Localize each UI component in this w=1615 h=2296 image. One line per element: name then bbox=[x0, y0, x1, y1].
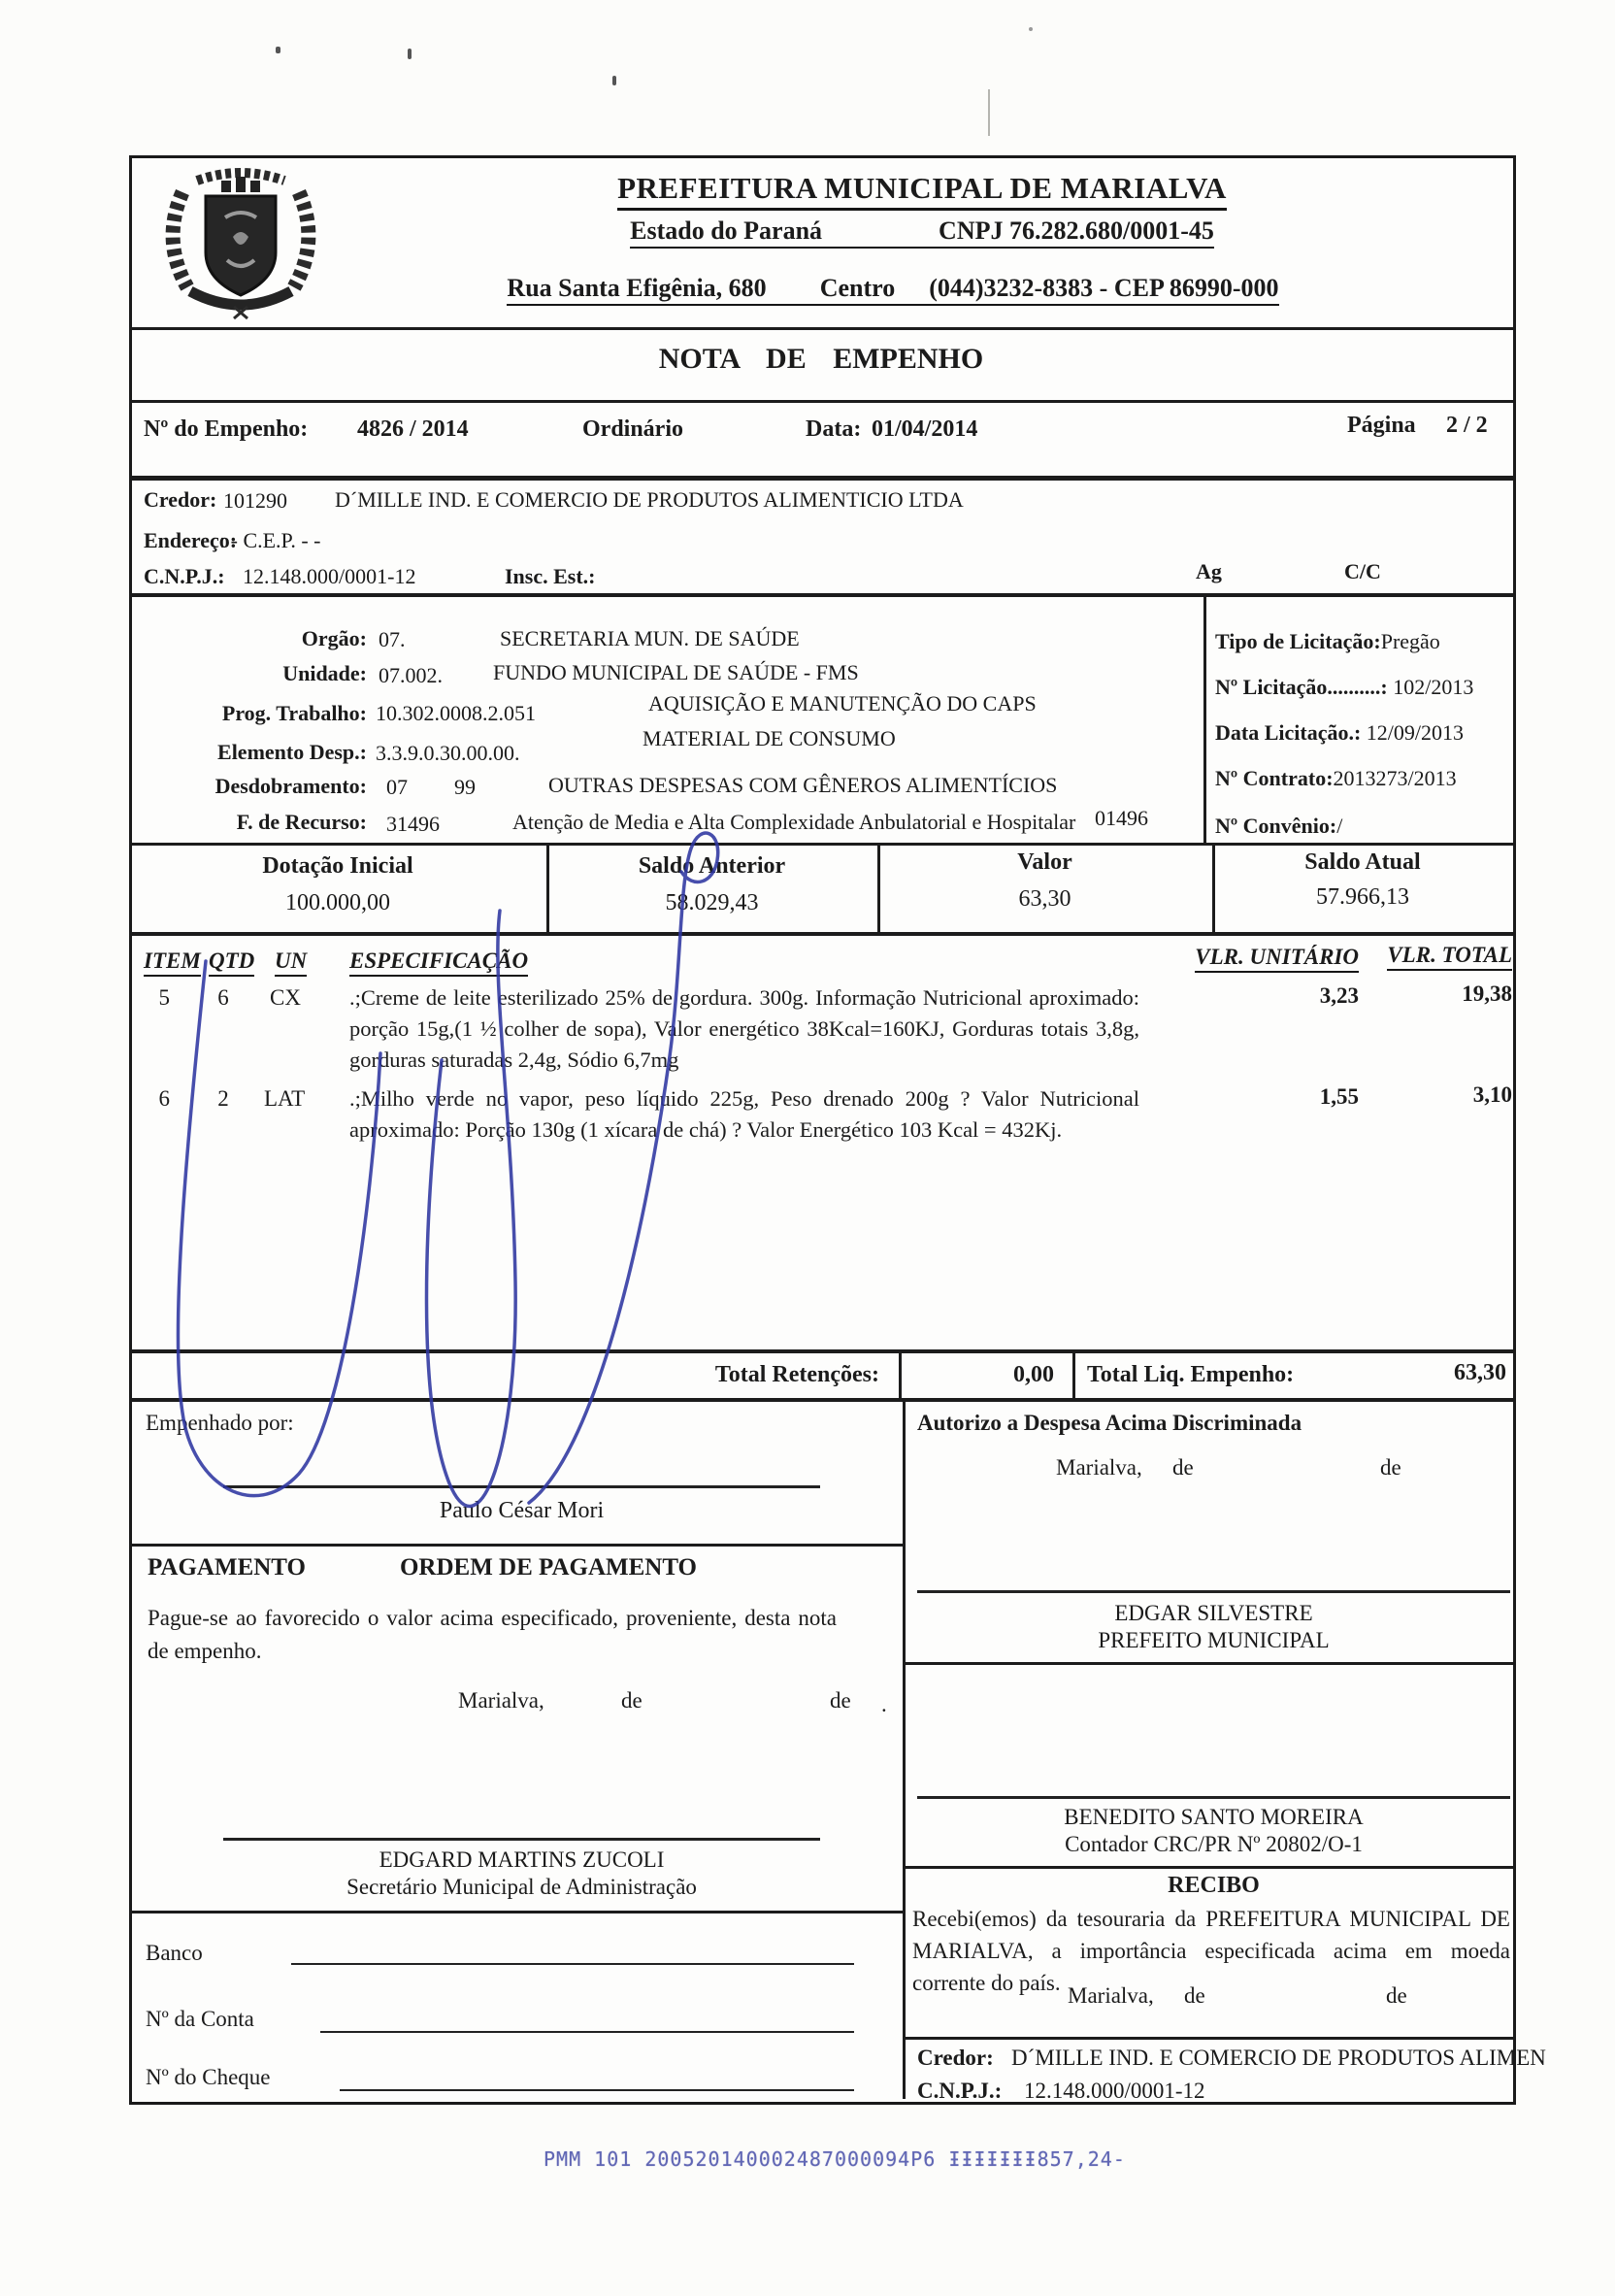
elemento-desp-desc: MATERIAL DE CONSUMO bbox=[643, 726, 896, 750]
item-row-qtd: 2 bbox=[217, 1086, 229, 1111]
elemento-desp-label: Elemento Desp.: bbox=[217, 740, 367, 764]
item-row-number: 6 bbox=[158, 1086, 170, 1111]
num-contrato-value: 2013273/2013 bbox=[1333, 766, 1457, 790]
tipo-licitacao-label: Tipo de Licitação: bbox=[1215, 629, 1381, 653]
autorizo-title: Autorizo a Despesa Acima Discriminada bbox=[917, 1411, 1302, 1435]
rule-left-sec1 bbox=[129, 1544, 903, 1547]
conta-fill-line bbox=[320, 2031, 854, 2033]
saldo-anterior-value: 58.029,43 bbox=[665, 890, 759, 915]
city-line: Marialva, bbox=[1068, 1983, 1154, 2008]
rule-left-sec2 bbox=[129, 1911, 903, 1913]
cc-label: C/C bbox=[1344, 559, 1381, 583]
cnpj-label: CNPJ 76.282.680/0001-45 bbox=[939, 216, 1214, 245]
rule-notabar-bottom bbox=[129, 400, 1513, 403]
endereco-value: : - C.E.P. - - bbox=[219, 528, 321, 552]
saldo-atual-value: 57.966,13 bbox=[1316, 884, 1409, 910]
valor-header: Valor bbox=[1017, 849, 1072, 875]
scan-streak bbox=[988, 89, 990, 136]
num-convenio-value: / bbox=[1336, 814, 1343, 838]
desdobramento-label: Desdobramento: bbox=[214, 774, 367, 798]
item-row-un: CX bbox=[270, 985, 301, 1010]
saldo-atual-header: Saldo Atual bbox=[1304, 849, 1421, 875]
credor-code: 101290 bbox=[223, 488, 287, 513]
prefecture-title: PREFEITURA MUNICIPAL DE MARIALVA bbox=[617, 171, 1227, 211]
item-row-unit-price: 1,55 bbox=[1319, 1084, 1359, 1109]
divider-totals-1 bbox=[899, 1353, 902, 1398]
signature-line bbox=[917, 1796, 1510, 1799]
num-contrato bbox=[1215, 766, 1457, 791]
fonte-recurso-desc: Atenção de Media e Alta Complexidade Anbulatorial e Hospitalar bbox=[512, 810, 1076, 834]
item-row-number: 5 bbox=[158, 985, 170, 1010]
rule-credor-bottom bbox=[129, 593, 1513, 597]
de-word: de bbox=[1184, 1983, 1205, 2008]
cnpj-footer-value: 12.148.000/0001-12 bbox=[1024, 2079, 1205, 2103]
page-label: Página bbox=[1347, 413, 1416, 438]
scan-speck bbox=[276, 47, 280, 53]
credor-footer-name: D´MILLE IND. E COMERCIO DE PRODUTOS ALIMEN bbox=[1011, 2046, 1546, 2070]
empenho-date-label: Data: bbox=[806, 416, 862, 442]
item-row-total-price: 3,10 bbox=[1472, 1082, 1512, 1107]
period-mark: . bbox=[881, 1692, 887, 1716]
num-contrato-label: Nº Contrato: bbox=[1215, 766, 1334, 790]
rule-totals-bottom bbox=[129, 1398, 1513, 1402]
credor-label: Credor: bbox=[144, 487, 217, 512]
rule-right-sec2 bbox=[903, 1866, 1513, 1869]
rule-right-sec1 bbox=[903, 1662, 1513, 1665]
total-liq-value: 63,30 bbox=[1454, 1360, 1506, 1385]
district: Centro bbox=[819, 274, 896, 302]
data-licitacao-label: Data Licitação.: bbox=[1215, 720, 1362, 745]
signature-line bbox=[223, 1485, 820, 1488]
rule-right-sec3 bbox=[903, 2037, 1513, 2040]
desdobramento-code2: 99 bbox=[454, 775, 476, 799]
data-licitacao-value: 12/09/2013 bbox=[1366, 720, 1465, 745]
tipo-licitacao-value: Pregão bbox=[1380, 629, 1440, 653]
de-word: de bbox=[830, 1688, 851, 1713]
de-word: de bbox=[621, 1688, 643, 1713]
valor-value: 63,30 bbox=[1018, 886, 1071, 912]
dotacao-inicial-header: Dotação Inicial bbox=[262, 853, 413, 879]
tipo-licitacao bbox=[1215, 629, 1440, 654]
recibo-text: Recebi(emos) da tesouraria da PREFEITURA MUNICIPAL DE MARIALVA, a importância especificada acima em moeda corrente do país. bbox=[912, 1907, 1510, 1995]
num-licitacao bbox=[1215, 675, 1473, 700]
scan-speck bbox=[408, 49, 412, 59]
items-header-unit: VLR. UNITÁRIO bbox=[1195, 945, 1359, 973]
total-liq-label: Total Liq. Empenho: bbox=[1087, 1362, 1295, 1387]
machine-print-footer: PMM 101 200520140002487000094P6 ƗƗƗƗƗƗƗ857,24- bbox=[544, 2147, 1126, 2171]
item-row-spec: .;Creme de leite esterilizado 25% de gordura. 300g. Informação Nutricional aproximado: porção 15g,(1 ½ colher de sopa), Valor energético 38Kcal=160KJ, Gorduras totais 3,8g, gorduras saturadas 2,4g, Sódio 6,7mg bbox=[349, 985, 1139, 1072]
signature-line bbox=[917, 1590, 1510, 1593]
signer-name-edgar-silvestre: EDGAR SILVESTRE bbox=[1114, 1601, 1313, 1625]
pagamento-title: PAGAMENTO bbox=[148, 1554, 306, 1581]
signer-role-prefeito: PREFEITO MUNICIPAL bbox=[1098, 1628, 1330, 1652]
empenho-number: 4826 / 2014 bbox=[357, 416, 469, 442]
endereco-label: Endereço: bbox=[144, 528, 238, 552]
credor-footer-label: Credor: bbox=[917, 2046, 994, 2070]
rule-dotacao-bottom bbox=[129, 932, 1513, 936]
empenhado-por-label: Empenhado por: bbox=[146, 1411, 294, 1435]
orgao-desc: SECRETARIA MUN. DE SAÚDE bbox=[500, 626, 800, 650]
de-word: de bbox=[1172, 1455, 1194, 1480]
signer-role-contador: Contador CRC/PR Nº 20802/O-1 bbox=[1065, 1832, 1363, 1856]
banco-label: Banco bbox=[146, 1941, 203, 1965]
ordem-pagamento-title: ORDEM DE PAGAMENTO bbox=[399, 1554, 698, 1581]
cnpj-footer-label: C.N.P.J.: bbox=[917, 2079, 1003, 2103]
num-licitacao-value: 102/2013 bbox=[1393, 675, 1474, 699]
total-retencoes-label: Total Retenções: bbox=[714, 1362, 879, 1387]
credor-cnpj: 12.148.000/0001-12 bbox=[243, 564, 416, 588]
fonte-recurso-code: 31496 bbox=[386, 812, 440, 836]
empenho-type: Ordinário bbox=[582, 416, 684, 442]
city-line: Marialva, bbox=[458, 1688, 544, 1713]
rule-header-bottom bbox=[129, 327, 1513, 330]
recibo-title: RECIBO bbox=[1168, 1873, 1260, 1898]
rule-empenho-bottom bbox=[129, 476, 1513, 481]
empenho-date: 01/04/2014 bbox=[872, 416, 978, 442]
state-label: Estado do Paraná bbox=[630, 216, 823, 245]
empenho-number-label: Nº do Empenho: bbox=[144, 416, 309, 442]
fonte-recurso-label: F. de Recurso: bbox=[236, 810, 367, 834]
scan-speck bbox=[612, 76, 616, 85]
unidade-label: Unidade: bbox=[282, 661, 367, 685]
credor-name: D´MILLE IND. E COMERCIO DE PRODUTOS ALIMENTICIO LTDA bbox=[335, 487, 964, 512]
prog-trabalho-label: Prog. Trabalho: bbox=[221, 701, 367, 725]
divider-licitacao bbox=[1203, 597, 1206, 843]
orgao-label: Orgão: bbox=[301, 626, 367, 650]
prog-trabalho-code: 10.302.0008.2.051 bbox=[376, 701, 536, 725]
desdobramento-code: 07 bbox=[386, 775, 408, 799]
desdobramento-desc: OUTRAS DESPESAS COM GÊNEROS ALIMENTÍCIOS bbox=[548, 773, 1058, 797]
items-header-qtd: QTD bbox=[209, 948, 254, 977]
cheque-label: Nº do Cheque bbox=[146, 2065, 271, 2089]
scan-speck bbox=[1029, 27, 1033, 31]
signer-name-edgard: EDGARD MARTINS ZUCOLI bbox=[379, 1847, 665, 1872]
items-header-item: ITEM bbox=[144, 948, 201, 977]
item-row-un: LAT bbox=[264, 1086, 306, 1111]
signer-name-benedito: BENEDITO SANTO MOREIRA bbox=[1064, 1805, 1364, 1829]
unidade-code: 07.002. bbox=[379, 663, 443, 687]
total-retencoes-value: 0,00 bbox=[1013, 1362, 1054, 1387]
divider-totals-2 bbox=[1072, 1353, 1075, 1398]
items-header-total: VLR. TOTAL bbox=[1387, 943, 1512, 971]
header-line3 bbox=[291, 273, 1495, 303]
elemento-desp-code: 3.3.9.0.30.00.00. bbox=[376, 741, 520, 765]
conta-label: Nº da Conta bbox=[146, 2007, 254, 2031]
items-header-un: UN bbox=[275, 948, 307, 977]
phone-cep: (044)3232-8383 - CEP 86990-000 bbox=[929, 274, 1279, 302]
page-number: 2 / 2 bbox=[1446, 413, 1488, 438]
city-line: Marialva, bbox=[1056, 1455, 1142, 1480]
data-licitacao bbox=[1215, 720, 1464, 746]
street-address: Rua Santa Efigênia, 680 bbox=[507, 274, 767, 302]
item-row-total-price: 19,38 bbox=[1462, 982, 1512, 1006]
unidade-desc: FUNDO MUNICIPAL DE SAÚDE - FMS bbox=[493, 660, 859, 684]
insc-est-label: Insc. Est.: bbox=[505, 564, 596, 588]
rule-totals-top bbox=[129, 1349, 1513, 1353]
saldo-anterior-header: Saldo Anterior bbox=[638, 853, 786, 879]
signer-role-edgard: Secretário Municipal de Administração bbox=[346, 1875, 697, 1899]
cheque-fill-line bbox=[340, 2089, 854, 2091]
item-row-spec: .;Milho verde no vapor, peso líquido 225g, Peso drenado 200g ? Valor Nutricional aproximado: Porção 130g (1 xícara de chá) ? Valor Energético 103 Kcal = 432Kj. bbox=[349, 1086, 1139, 1142]
banco-fill-line bbox=[291, 1963, 854, 1965]
de-word: de bbox=[1380, 1455, 1401, 1480]
signature-line bbox=[223, 1838, 820, 1841]
header-line2 bbox=[349, 216, 1495, 246]
rule-dotacao-top bbox=[129, 843, 1513, 846]
ag-label: Ag bbox=[1196, 559, 1222, 583]
items-header-spec: ESPECIFICAÇÃO bbox=[349, 948, 528, 977]
prog-trabalho-desc: AQUISIÇÃO E MANUTENÇÃO DO CAPS bbox=[648, 691, 1037, 715]
divider-bottom-panels bbox=[903, 1402, 906, 2099]
header-title-wrap bbox=[349, 170, 1495, 206]
dotacao-inicial-value: 100.000,00 bbox=[285, 890, 390, 915]
num-convenio bbox=[1215, 814, 1342, 839]
credor-cnpj-label: C.N.P.J.: bbox=[144, 564, 225, 588]
item-row-qtd: 6 bbox=[217, 985, 229, 1010]
orgao-code: 07. bbox=[379, 627, 406, 651]
num-licitacao-label: Nº Licitação..........: bbox=[1215, 675, 1388, 699]
num-convenio-label: Nº Convênio: bbox=[1215, 814, 1337, 838]
signer-name-paulo: Paulo César Mori bbox=[439, 1498, 605, 1523]
pague-se-text: Pague-se ao favorecido o valor acima especificado, proveniente, desta nota de empenho. bbox=[148, 1606, 837, 1663]
fonte-recurso-extra: 01496 bbox=[1095, 806, 1148, 830]
document-title: NOTA DE EMPENHO bbox=[658, 343, 984, 375]
item-row-unit-price: 3,23 bbox=[1319, 983, 1359, 1008]
de-word: de bbox=[1386, 1983, 1407, 2008]
